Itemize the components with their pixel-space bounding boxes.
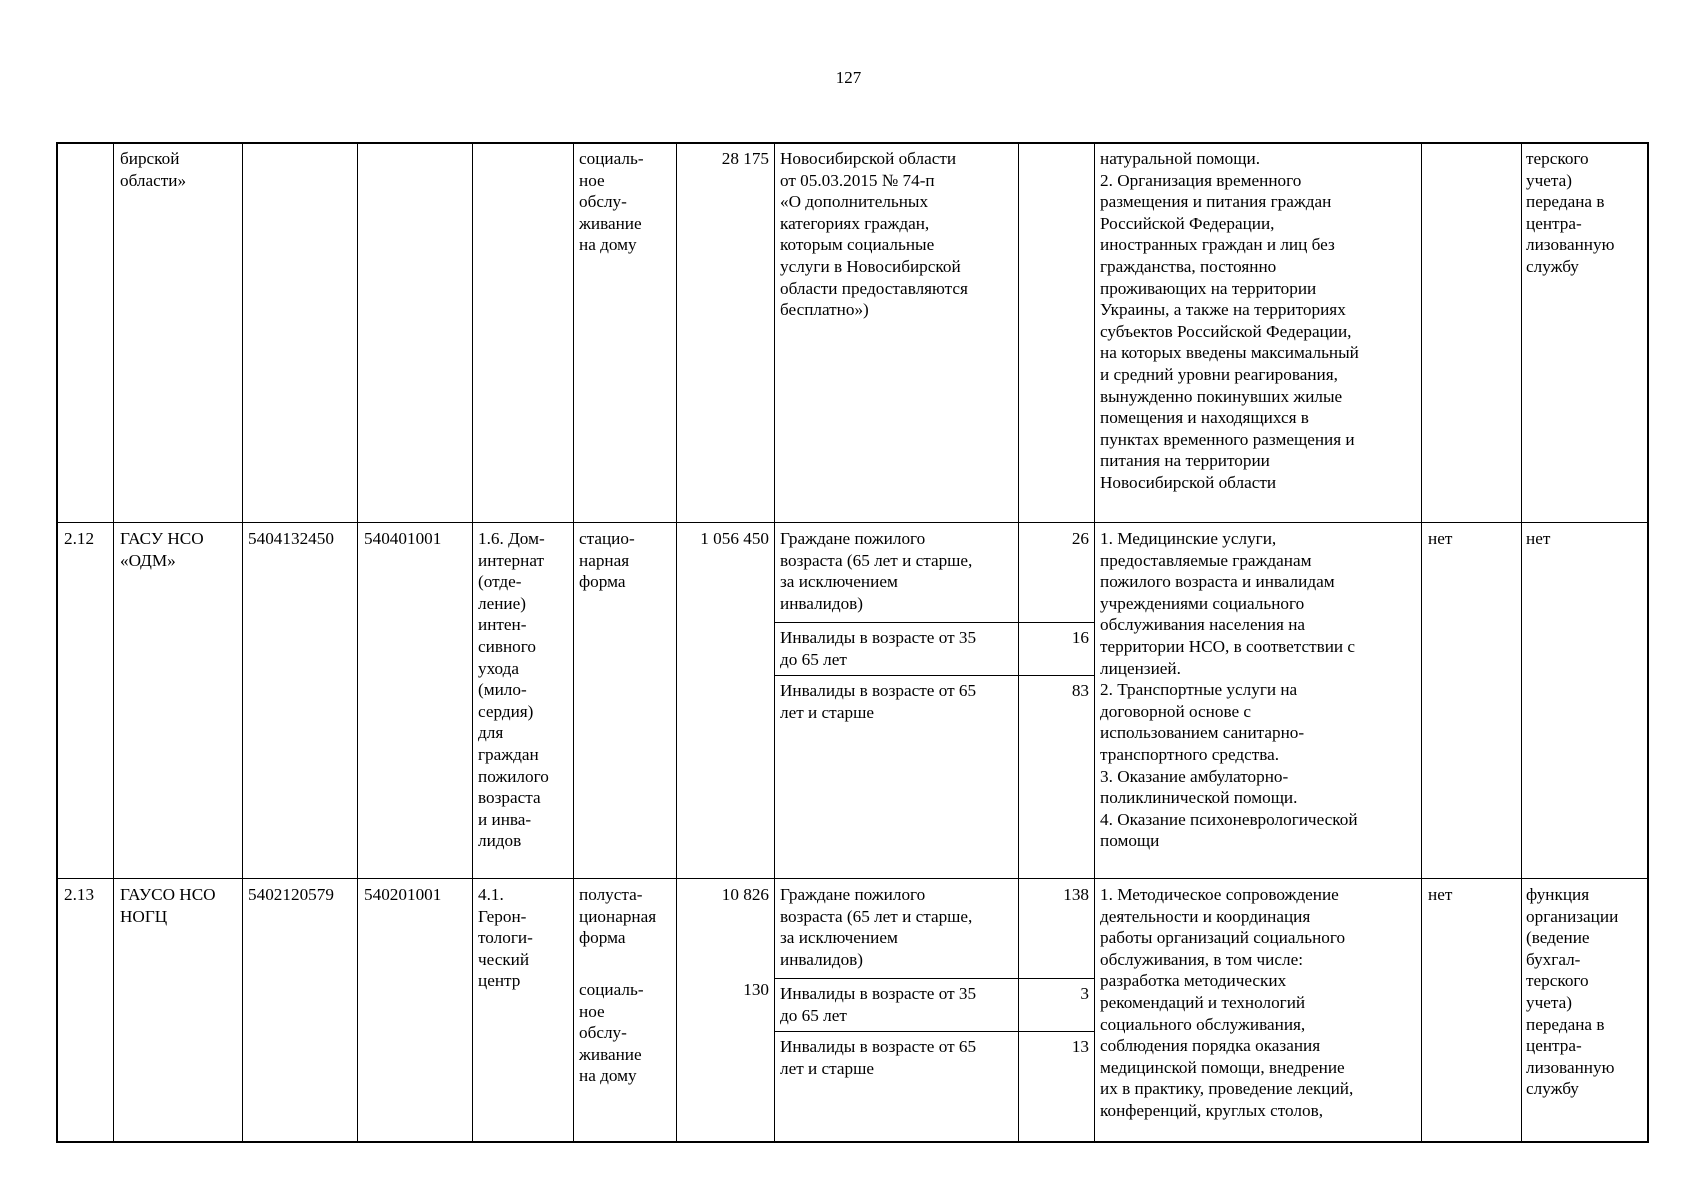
- cell-category: Граждане пожилого возраста (65 лет и старше, за исключением инвалидов): [780, 529, 973, 613]
- cell-category: Инвалиды в возрасте от 65 лет и старше: [780, 1037, 977, 1078]
- column-divider: [242, 142, 243, 1143]
- column-divider: [113, 142, 114, 1143]
- cell-category-count: 26: [1071, 529, 1089, 548]
- sub-row-divider: [774, 675, 1094, 676]
- cell-row-number: 2.13: [64, 885, 95, 904]
- cell-note: нет: [1526, 529, 1551, 548]
- column-divider: [1421, 142, 1422, 1143]
- cell-institution-type: 1.6. Дом- интернат (отде- ление) интен- сивного ухода (мило- сердия) для граждан пожилого возраста и инва- лидов: [478, 529, 549, 851]
- sub-row-divider: [774, 622, 1094, 623]
- cell-capacity: 130: [743, 980, 769, 999]
- cell-note: терского учета) передана в центра- лизованную службу: [1526, 149, 1615, 276]
- column-divider: [1521, 142, 1522, 1143]
- column-divider: [472, 142, 473, 1143]
- cell-service-form: социаль- ное обслу- живание на дому: [579, 149, 644, 255]
- column-divider: [774, 142, 775, 1143]
- cell-category-count: 16: [1071, 628, 1089, 647]
- cell-inn: 5402120579: [248, 885, 334, 904]
- cell-category: Инвалиды в возрасте от 35 до 65 лет: [780, 628, 977, 669]
- column-divider: [573, 142, 574, 1143]
- row-divider: [56, 522, 1649, 523]
- cell-note: функция организации (ведение бухгал- терского учета) передана в центра- лизованную службу: [1526, 885, 1619, 1099]
- cell-category: Инвалиды в возрасте от 65 лет и старше: [780, 681, 977, 722]
- cell-organization: ГАУСО НСО НОГЦ: [120, 885, 216, 926]
- table-border-top: [56, 142, 1649, 144]
- cell-kpp: 540401001: [364, 529, 442, 548]
- sub-row-divider: [774, 1031, 1094, 1032]
- cell-category: Инвалиды в возрасте от 35 до 65 лет: [780, 984, 977, 1025]
- cell-services: 1. Методическое сопровождение деятельности и координация работы организаций социального обслуживания, в том числе: разработка методических рекомендаций и технологий социального обслуживания, соблюдения порядка оказания медицинской помощи, внедрение их в практику, проведение лекций, конференций, круглых столов,: [1100, 885, 1354, 1120]
- cell-service-form: полуста- ционарная форма: [579, 885, 657, 948]
- column-divider: [56, 142, 58, 1143]
- cell-category: Новосибирской области от 05.03.2015 № 74-п «О дополнительных категориях граждан, которым социальные услуги в Новосибирской области предоставляются бесплатно»): [780, 149, 968, 320]
- row-divider: [56, 878, 1649, 879]
- column-divider: [1094, 142, 1095, 1143]
- cell-col10: нет: [1428, 885, 1453, 904]
- cell-institution-type: 4.1. Герон- тологи- ческий центр: [478, 885, 533, 991]
- cell-category-count: 3: [1080, 984, 1089, 1003]
- sub-row-divider: [774, 978, 1094, 979]
- cell-service-form: стацио- нарная форма: [579, 529, 635, 592]
- cell-services: натуральной помощи. 2. Организация временного размещения и питания граждан Российской Федерации, иностранных граждан и лиц без гражданства, постоянно проживающих на территории Украины, а также на территориях субъектов Российской Федерации, на которых введены максимальный и средний уровни реагирования, вынужденно покинувших жилые помещения и находящихся в пунктах временного размещения и питания на территории Новосибирской области: [1100, 149, 1359, 492]
- table-border-bottom: [56, 1141, 1649, 1143]
- cell-service-form: социаль- ное обслу- живание на дому: [579, 980, 644, 1086]
- cell-category: Граждане пожилого возраста (65 лет и старше, за исключением инвалидов): [780, 885, 973, 969]
- cell-capacity: 28 175: [721, 149, 769, 168]
- cell-capacity: 1 056 450: [700, 529, 769, 548]
- cell-row-number: 2.12: [64, 529, 95, 548]
- column-divider: [1647, 142, 1649, 1143]
- page-number: 127: [835, 68, 862, 87]
- cell-category-count: 83: [1071, 681, 1089, 700]
- cell-organization: бирской области»: [120, 149, 187, 190]
- cell-category-count: 13: [1071, 1037, 1089, 1056]
- cell-capacity: 10 826: [721, 885, 769, 904]
- column-divider: [357, 142, 358, 1143]
- cell-organization: ГАСУ НСО «ОДМ»: [120, 529, 204, 570]
- cell-services: 1. Медицинские услуги, предоставляемые гражданам пожилого возраста и инвалидам учреждениями социального обслуживания населения на территории НСО, в соответствии с лицензией. 2. Транспортные услуги на договорной основе с использованием санитарно- транспортного средства. 3. Оказание амбулаторно- поликлинической помощи. 4. Оказание психоневрологической помощи: [1100, 529, 1358, 851]
- cell-col10: нет: [1428, 529, 1453, 548]
- cell-kpp: 540201001: [364, 885, 442, 904]
- cell-inn: 5404132450: [248, 529, 334, 548]
- column-divider: [1018, 142, 1019, 1143]
- column-divider: [676, 142, 677, 1143]
- cell-category-count: 138: [1063, 885, 1089, 904]
